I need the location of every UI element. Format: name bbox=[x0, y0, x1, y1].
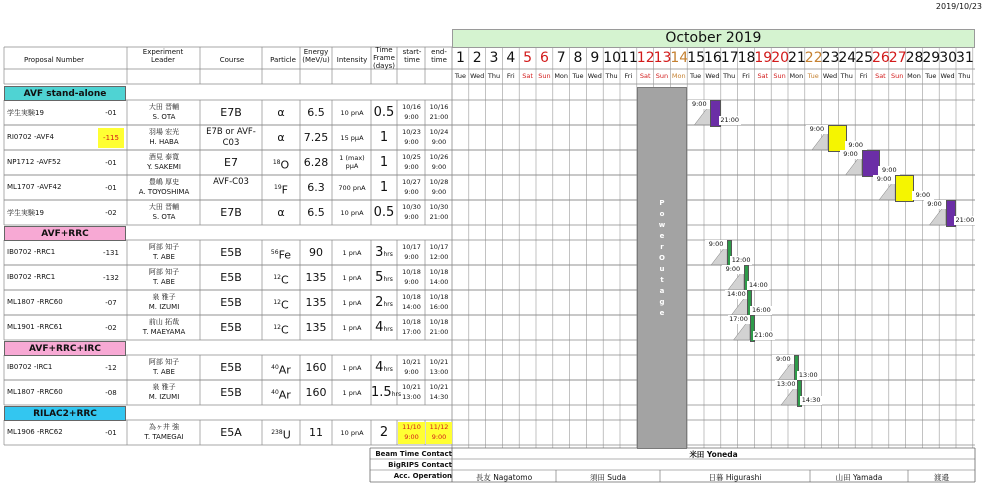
day-number: 16 bbox=[704, 50, 722, 66]
end-time: 10/21 13:00 bbox=[429, 358, 449, 376]
end-time: 10/26 9:00 bbox=[429, 153, 449, 171]
proposal-number: 学生実験19 bbox=[7, 109, 44, 117]
course: E7 bbox=[224, 156, 238, 169]
bar-start-label: 9:00 bbox=[772, 355, 794, 364]
day-number: 8 bbox=[573, 50, 583, 66]
particle-symbol: α bbox=[277, 131, 285, 144]
particle bbox=[262, 381, 300, 405]
end-time: 10/18 16:00 bbox=[429, 293, 449, 311]
end-time: 10/24 9:00 bbox=[429, 128, 449, 146]
proposal-number: ML1807 -RRC60 bbox=[7, 388, 63, 396]
start-time: 10/21 13:00 bbox=[402, 383, 421, 401]
bar-start-label: 9:00 bbox=[840, 150, 862, 159]
print-date: 2019/10/23 bbox=[935, 2, 982, 11]
day-of-week: Tue bbox=[690, 72, 702, 80]
day-number: 31 bbox=[956, 50, 974, 66]
proposal-number: IB0702 -RRC1 bbox=[7, 248, 56, 256]
day-of-week: Sat bbox=[522, 72, 533, 80]
energy: 135 bbox=[305, 321, 327, 334]
day-of-week: Sat bbox=[875, 72, 886, 80]
acc-operation-label: Acc. Operation bbox=[393, 472, 452, 480]
bar-start-label: 14:00 bbox=[727, 290, 746, 298]
end-time: 10/16 21:00 bbox=[429, 103, 449, 121]
particle bbox=[262, 421, 300, 445]
particle-symbol: C bbox=[280, 323, 289, 337]
energy: 135 bbox=[305, 271, 327, 284]
acc-operation-value: 須田 Suda bbox=[589, 473, 627, 482]
bar-end-label: 13:00 bbox=[798, 371, 818, 379]
day-number: 18 bbox=[737, 50, 756, 66]
end-time: 10/18 14:00 bbox=[429, 268, 449, 286]
isotope-mass: 18 bbox=[272, 159, 281, 166]
energy: 135 bbox=[305, 296, 327, 309]
bar-start-label: 13:00 bbox=[776, 380, 796, 388]
section-header: AVF+RRC bbox=[4, 226, 126, 241]
day-number: 13 bbox=[653, 50, 672, 66]
bar-start-label: 17:00 bbox=[729, 315, 748, 323]
proposal-number: ML1901 -RRC61 bbox=[7, 323, 63, 331]
intensity: 15 pμA bbox=[340, 134, 364, 142]
leader-name-en: H. HABA bbox=[149, 138, 179, 146]
bar-end-label: 9:00 bbox=[878, 166, 900, 175]
day-of-week: Wed bbox=[940, 72, 955, 80]
time-frame: 4hrs bbox=[375, 320, 393, 335]
acc-operation-value: 山田 Yamada bbox=[835, 473, 883, 482]
day-number: 28 bbox=[905, 50, 924, 66]
day-number: 19 bbox=[754, 50, 773, 66]
energy: 11 bbox=[309, 426, 323, 439]
intensity: 10 pnA bbox=[340, 109, 364, 117]
power-outage-label: P o w e r O u t a g e bbox=[658, 199, 666, 317]
time-frame: 1 bbox=[379, 180, 389, 195]
start-time: 11/10 9:00 bbox=[398, 422, 425, 444]
isotope-mass: 238 bbox=[271, 429, 283, 436]
isotope-mass: 40 bbox=[271, 389, 279, 396]
energy: 160 bbox=[305, 361, 327, 374]
day-of-week: Sun bbox=[891, 72, 904, 80]
leader-name-jp: 羽場 宏光 bbox=[148, 128, 180, 136]
start-time: 10/17 9:00 bbox=[402, 243, 421, 261]
day-number: 11 bbox=[620, 50, 638, 66]
end-time: 10/21 14:30 bbox=[429, 383, 449, 401]
day-number: 23 bbox=[821, 50, 840, 66]
time-frame-unit: hrs bbox=[383, 301, 393, 308]
time-frame-unit: hrs bbox=[391, 391, 402, 398]
day-of-week: Sat bbox=[757, 72, 769, 80]
course: E5B bbox=[220, 296, 242, 309]
proposal-suffix: -131 bbox=[103, 249, 119, 257]
start-time: 10/18 17:00 bbox=[402, 318, 421, 336]
time-frame: 2hrs bbox=[375, 295, 393, 310]
leader-name-jp: 大田 晋輔 bbox=[148, 103, 180, 111]
header-end: end- time bbox=[431, 48, 447, 64]
bigrips-contact-label: BigRIPS Contact bbox=[388, 461, 452, 469]
day-number: 10 bbox=[603, 50, 622, 66]
day-of-week: Mon bbox=[554, 72, 569, 80]
day-number: 3 bbox=[489, 50, 499, 66]
course: E5A bbox=[220, 426, 242, 439]
particle bbox=[262, 356, 300, 380]
intensity: 10 pnA bbox=[340, 209, 364, 217]
day-of-week: Wed bbox=[470, 72, 485, 80]
bar-end-label: 14:00 bbox=[749, 281, 768, 289]
particle-symbol: α bbox=[277, 206, 285, 219]
day-number: 24 bbox=[838, 50, 857, 66]
day-of-week: Thu bbox=[487, 72, 501, 80]
particle-symbol: Fe bbox=[278, 248, 292, 262]
bar-start-label: 9:00 bbox=[688, 100, 710, 109]
time-frame: 2 bbox=[379, 425, 389, 440]
energy: 6.28 bbox=[303, 156, 329, 169]
time-frame-unit: hrs bbox=[383, 276, 393, 283]
particle bbox=[262, 291, 300, 315]
particle bbox=[262, 201, 300, 225]
time-frame: 4hrs bbox=[375, 360, 393, 375]
proposal-number: ML1906 -RRC62 bbox=[7, 428, 63, 436]
energy: 90 bbox=[309, 246, 323, 259]
day-of-week: Tue bbox=[807, 72, 819, 80]
day-number: 29 bbox=[922, 50, 941, 66]
day-number: 17 bbox=[720, 50, 739, 66]
time-frame: 1 bbox=[379, 155, 389, 170]
particle bbox=[262, 241, 300, 265]
particle-symbol: Ar bbox=[278, 363, 291, 377]
proposal-number: IB0702 -RRC1 bbox=[7, 273, 56, 281]
day-of-week: Thu bbox=[605, 72, 618, 80]
time-frame: 5hrs bbox=[375, 270, 393, 285]
proposal-number: ML1807 -RRC60 bbox=[7, 298, 63, 306]
header-particle: Particle bbox=[270, 56, 296, 64]
acc-operation-value: 日暮 Higurashi bbox=[708, 473, 762, 482]
day-number: 22 bbox=[804, 50, 823, 66]
leader-name-jp: 阿部 知子 bbox=[148, 243, 180, 251]
day-of-week: Sun bbox=[655, 72, 669, 80]
energy: 6.5 bbox=[307, 106, 325, 119]
day-of-week: Thu bbox=[958, 72, 971, 80]
leader-name-en: T. ABE bbox=[153, 253, 175, 261]
isotope-mass: 19 bbox=[274, 184, 282, 191]
intensity: 1 pnA bbox=[342, 249, 362, 257]
day-number: 12 bbox=[636, 50, 655, 66]
bar-end-label: 14:30 bbox=[801, 396, 821, 404]
leader-name-jp: 前山 拓哉 bbox=[148, 318, 180, 326]
day-number: 26 bbox=[872, 50, 890, 66]
energy: 160 bbox=[305, 386, 327, 399]
proposal-suffix: -08 bbox=[105, 389, 117, 397]
start-time: 10/18 9:00 bbox=[402, 268, 421, 286]
day-number: 5 bbox=[523, 50, 533, 66]
end-time: 10/30 21:00 bbox=[429, 203, 449, 221]
time-frame: 1 bbox=[379, 130, 389, 145]
time-frame: 0.5 bbox=[373, 205, 395, 220]
proposal-suffix: -02 bbox=[105, 324, 117, 332]
bar-end-label: 9:00 bbox=[845, 141, 867, 150]
intensity: 1 pnA bbox=[342, 389, 362, 397]
time-frame: 1.5hrs bbox=[371, 385, 402, 400]
energy: 6.3 bbox=[307, 181, 325, 194]
day-of-week: Wed bbox=[822, 72, 838, 80]
isotope-mass: 12 bbox=[273, 324, 281, 331]
day-number: 1 bbox=[455, 50, 465, 66]
day-of-week: Fri bbox=[624, 72, 633, 80]
bar-start-label: 9:00 bbox=[806, 125, 828, 134]
course: E5B bbox=[220, 271, 242, 284]
particle-symbol: C bbox=[280, 273, 289, 287]
proposal-suffix: -01 bbox=[105, 109, 117, 117]
start-time: 10/21 9:00 bbox=[402, 358, 421, 376]
leader-name-jp: 阿部 知子 bbox=[148, 358, 180, 366]
section-header: AVF stand-alone bbox=[4, 86, 126, 101]
proposal-number: RI0702 -AVF4 bbox=[7, 133, 54, 141]
leader-name-jp: 為ヶ井 強 bbox=[148, 423, 180, 431]
particle-symbol: O bbox=[280, 158, 290, 172]
header-course: Course bbox=[219, 56, 245, 64]
header-intensity: Intensity bbox=[336, 56, 368, 64]
energy: 6.5 bbox=[307, 206, 325, 219]
day-number: 25 bbox=[855, 50, 874, 66]
end-time: 11/12 9:00 bbox=[426, 422, 452, 444]
day-of-week: Wed bbox=[587, 72, 602, 80]
time-frame-unit: hrs bbox=[383, 366, 393, 373]
particle bbox=[262, 266, 300, 290]
month-title: October 2019 bbox=[452, 29, 975, 48]
day-number: 7 bbox=[556, 50, 566, 66]
intensity: 1 pnA bbox=[342, 299, 362, 307]
day-number: 14 bbox=[670, 50, 689, 66]
start-time: 10/30 9:00 bbox=[402, 203, 421, 221]
particle-symbol: F bbox=[281, 183, 288, 197]
day-of-week: Fri bbox=[859, 72, 868, 80]
proposal-number: IB0702 -IRC1 bbox=[7, 363, 53, 371]
particle-symbol: U bbox=[282, 428, 291, 442]
day-of-week: Tue bbox=[925, 72, 937, 80]
leader-name-jp: 阿部 知子 bbox=[148, 268, 180, 276]
leader-name-en: M. IZUMI bbox=[148, 393, 180, 401]
end-time: 10/17 12:00 bbox=[429, 243, 449, 261]
particle-symbol: C bbox=[280, 298, 289, 312]
leader-name-en: A. TOYOSHIMA bbox=[138, 188, 190, 196]
proposal-number: ML1707 -AVF42 bbox=[7, 183, 62, 191]
day-of-week: Fri bbox=[742, 72, 750, 80]
day-number: 30 bbox=[939, 50, 958, 66]
proposal-suffix: -12 bbox=[105, 364, 117, 372]
day-of-week: Mon bbox=[907, 72, 921, 80]
intensity: 1 pnA bbox=[342, 274, 362, 282]
course: E5B bbox=[220, 321, 242, 334]
proposal-suffix: -132 bbox=[103, 274, 119, 282]
day-number: 15 bbox=[687, 50, 706, 66]
leader-name-en: T. TAMEGAI bbox=[144, 433, 184, 441]
leader-name-en: T. MAEYAMA bbox=[142, 328, 186, 336]
bar-end-label: 21:00 bbox=[955, 216, 975, 224]
intensity: 700 pnA bbox=[338, 184, 366, 192]
particle-symbol: Ar bbox=[278, 388, 291, 402]
course: E7B bbox=[220, 106, 242, 119]
header-proposal: Proposal Number bbox=[23, 56, 85, 64]
header-energy: Energy (MeV/u) bbox=[302, 48, 330, 64]
leader-name-jp: 泉 雅子 bbox=[152, 383, 176, 391]
day-of-week: Thu bbox=[840, 72, 853, 80]
leader-name-jp: 泉 雅子 bbox=[152, 293, 176, 301]
time-frame: 0.5 bbox=[373, 105, 395, 120]
day-of-week: Thu bbox=[723, 72, 736, 80]
bar-start-label: 9:00 bbox=[873, 175, 895, 184]
particle bbox=[262, 126, 300, 150]
proposal-suffix: -02 bbox=[105, 209, 117, 217]
leader-name-en: S. OTA bbox=[152, 113, 176, 121]
section-header: AVF+RRC+IRC bbox=[4, 341, 126, 356]
leader-name-en: T. ABE bbox=[153, 278, 175, 286]
bar-start-label: 9:00 bbox=[705, 240, 727, 249]
course: E5B bbox=[220, 246, 242, 259]
bar-start-label: 9:00 bbox=[722, 265, 744, 274]
particle-symbol: α bbox=[277, 106, 285, 119]
day-of-week: Sun bbox=[538, 72, 551, 80]
course: E5B bbox=[220, 386, 242, 399]
header-start: start- time bbox=[402, 48, 422, 64]
day-number: 6 bbox=[539, 50, 549, 66]
header-time-frame: Time Frame (days) bbox=[373, 46, 395, 70]
bar-start-label: 9:00 bbox=[924, 200, 946, 209]
day-number: 21 bbox=[788, 50, 806, 66]
section-header: RILAC2+RRC bbox=[4, 406, 126, 421]
intensity: 1 pnA bbox=[342, 364, 362, 372]
bar-end-label: 21:00 bbox=[720, 116, 740, 124]
time-frame-unit: hrs bbox=[383, 251, 393, 258]
leader-name-jp: 酒見 泰寛 bbox=[148, 153, 180, 161]
proposal-suffix: -01 bbox=[105, 429, 117, 437]
leader-name-jp: 大田 晋輔 bbox=[148, 203, 180, 211]
end-time: 10/28 9:00 bbox=[429, 178, 449, 196]
day-number: 2 bbox=[472, 50, 482, 66]
course: E5B bbox=[220, 361, 242, 374]
isotope-mass: 56 bbox=[270, 249, 279, 256]
intensity: 1 (max) pμA bbox=[339, 154, 365, 170]
proposal-suffix: -01 bbox=[105, 184, 117, 192]
day-of-week: Fri bbox=[506, 72, 515, 80]
time-frame-unit: hrs bbox=[383, 326, 393, 333]
acc-operation-value: 渡邉 bbox=[934, 473, 949, 482]
header-leader: Experiment Leader bbox=[142, 48, 184, 64]
leader-name-en: T. ABE bbox=[153, 368, 175, 376]
day-of-week: Sat bbox=[639, 72, 651, 80]
day-of-week: Wed bbox=[705, 72, 720, 80]
intensity: 10 pnA bbox=[340, 429, 364, 437]
beam-time-contact-value: 米田 Yoneda bbox=[689, 450, 738, 459]
leader-name-en: S. OTA bbox=[152, 213, 176, 221]
start-time: 10/25 9:00 bbox=[402, 153, 421, 171]
particle bbox=[262, 176, 300, 200]
isotope-mass: 12 bbox=[273, 299, 281, 306]
beam-time-contact-label: Beam Time Contact bbox=[375, 450, 452, 458]
end-time: 10/18 21:00 bbox=[429, 318, 449, 336]
isotope-mass: 12 bbox=[273, 274, 281, 281]
day-of-week: Sun bbox=[773, 72, 786, 80]
proposal-suffix: -07 bbox=[105, 299, 117, 307]
leader-name-en: M. IZUMI bbox=[148, 303, 180, 311]
start-time: 10/16 9:00 bbox=[402, 103, 421, 121]
particle bbox=[262, 101, 300, 125]
day-number: 4 bbox=[506, 50, 516, 66]
intensity: 1 pnA bbox=[342, 324, 362, 332]
particle bbox=[262, 151, 300, 175]
day-number: 20 bbox=[771, 50, 790, 66]
start-time: 10/27 9:00 bbox=[402, 178, 421, 196]
isotope-mass: 40 bbox=[271, 364, 279, 371]
proposal-suffix: -01 bbox=[105, 159, 117, 167]
day-of-week: Tue bbox=[572, 72, 584, 80]
day-of-week: Tue bbox=[454, 72, 466, 80]
start-time: 10/18 14:00 bbox=[402, 293, 421, 311]
bar-end-label: 9:00 bbox=[912, 191, 934, 200]
energy: 7.25 bbox=[303, 131, 329, 144]
bar-end-label: 12:00 bbox=[731, 256, 751, 264]
day-of-week: Mon bbox=[671, 72, 686, 80]
bar-end-label: 16:00 bbox=[752, 306, 771, 314]
start-time: 10/23 9:00 bbox=[402, 128, 421, 146]
day-of-week: Mon bbox=[789, 72, 804, 80]
course: AVF-C03 bbox=[213, 177, 249, 187]
time-frame: 3hrs bbox=[375, 245, 393, 260]
course: E7B or AVF-C03 bbox=[206, 127, 256, 148]
bar-end-label: 21:00 bbox=[754, 331, 773, 339]
day-number: 27 bbox=[888, 50, 907, 66]
particle bbox=[262, 316, 300, 340]
proposal-suffix: -115 bbox=[98, 128, 124, 148]
proposal-number: 学生実験19 bbox=[7, 209, 44, 217]
leader-name-jp: 豊嶋 厚史 bbox=[148, 178, 180, 186]
day-number: 9 bbox=[590, 50, 600, 66]
acc-operation-value: 長友 Nagatomo bbox=[475, 473, 533, 482]
proposal-number: NP1712 -AVF52 bbox=[7, 158, 61, 166]
course: E7B bbox=[220, 206, 242, 219]
leader-name-en: Y. SAKEMI bbox=[147, 163, 181, 171]
